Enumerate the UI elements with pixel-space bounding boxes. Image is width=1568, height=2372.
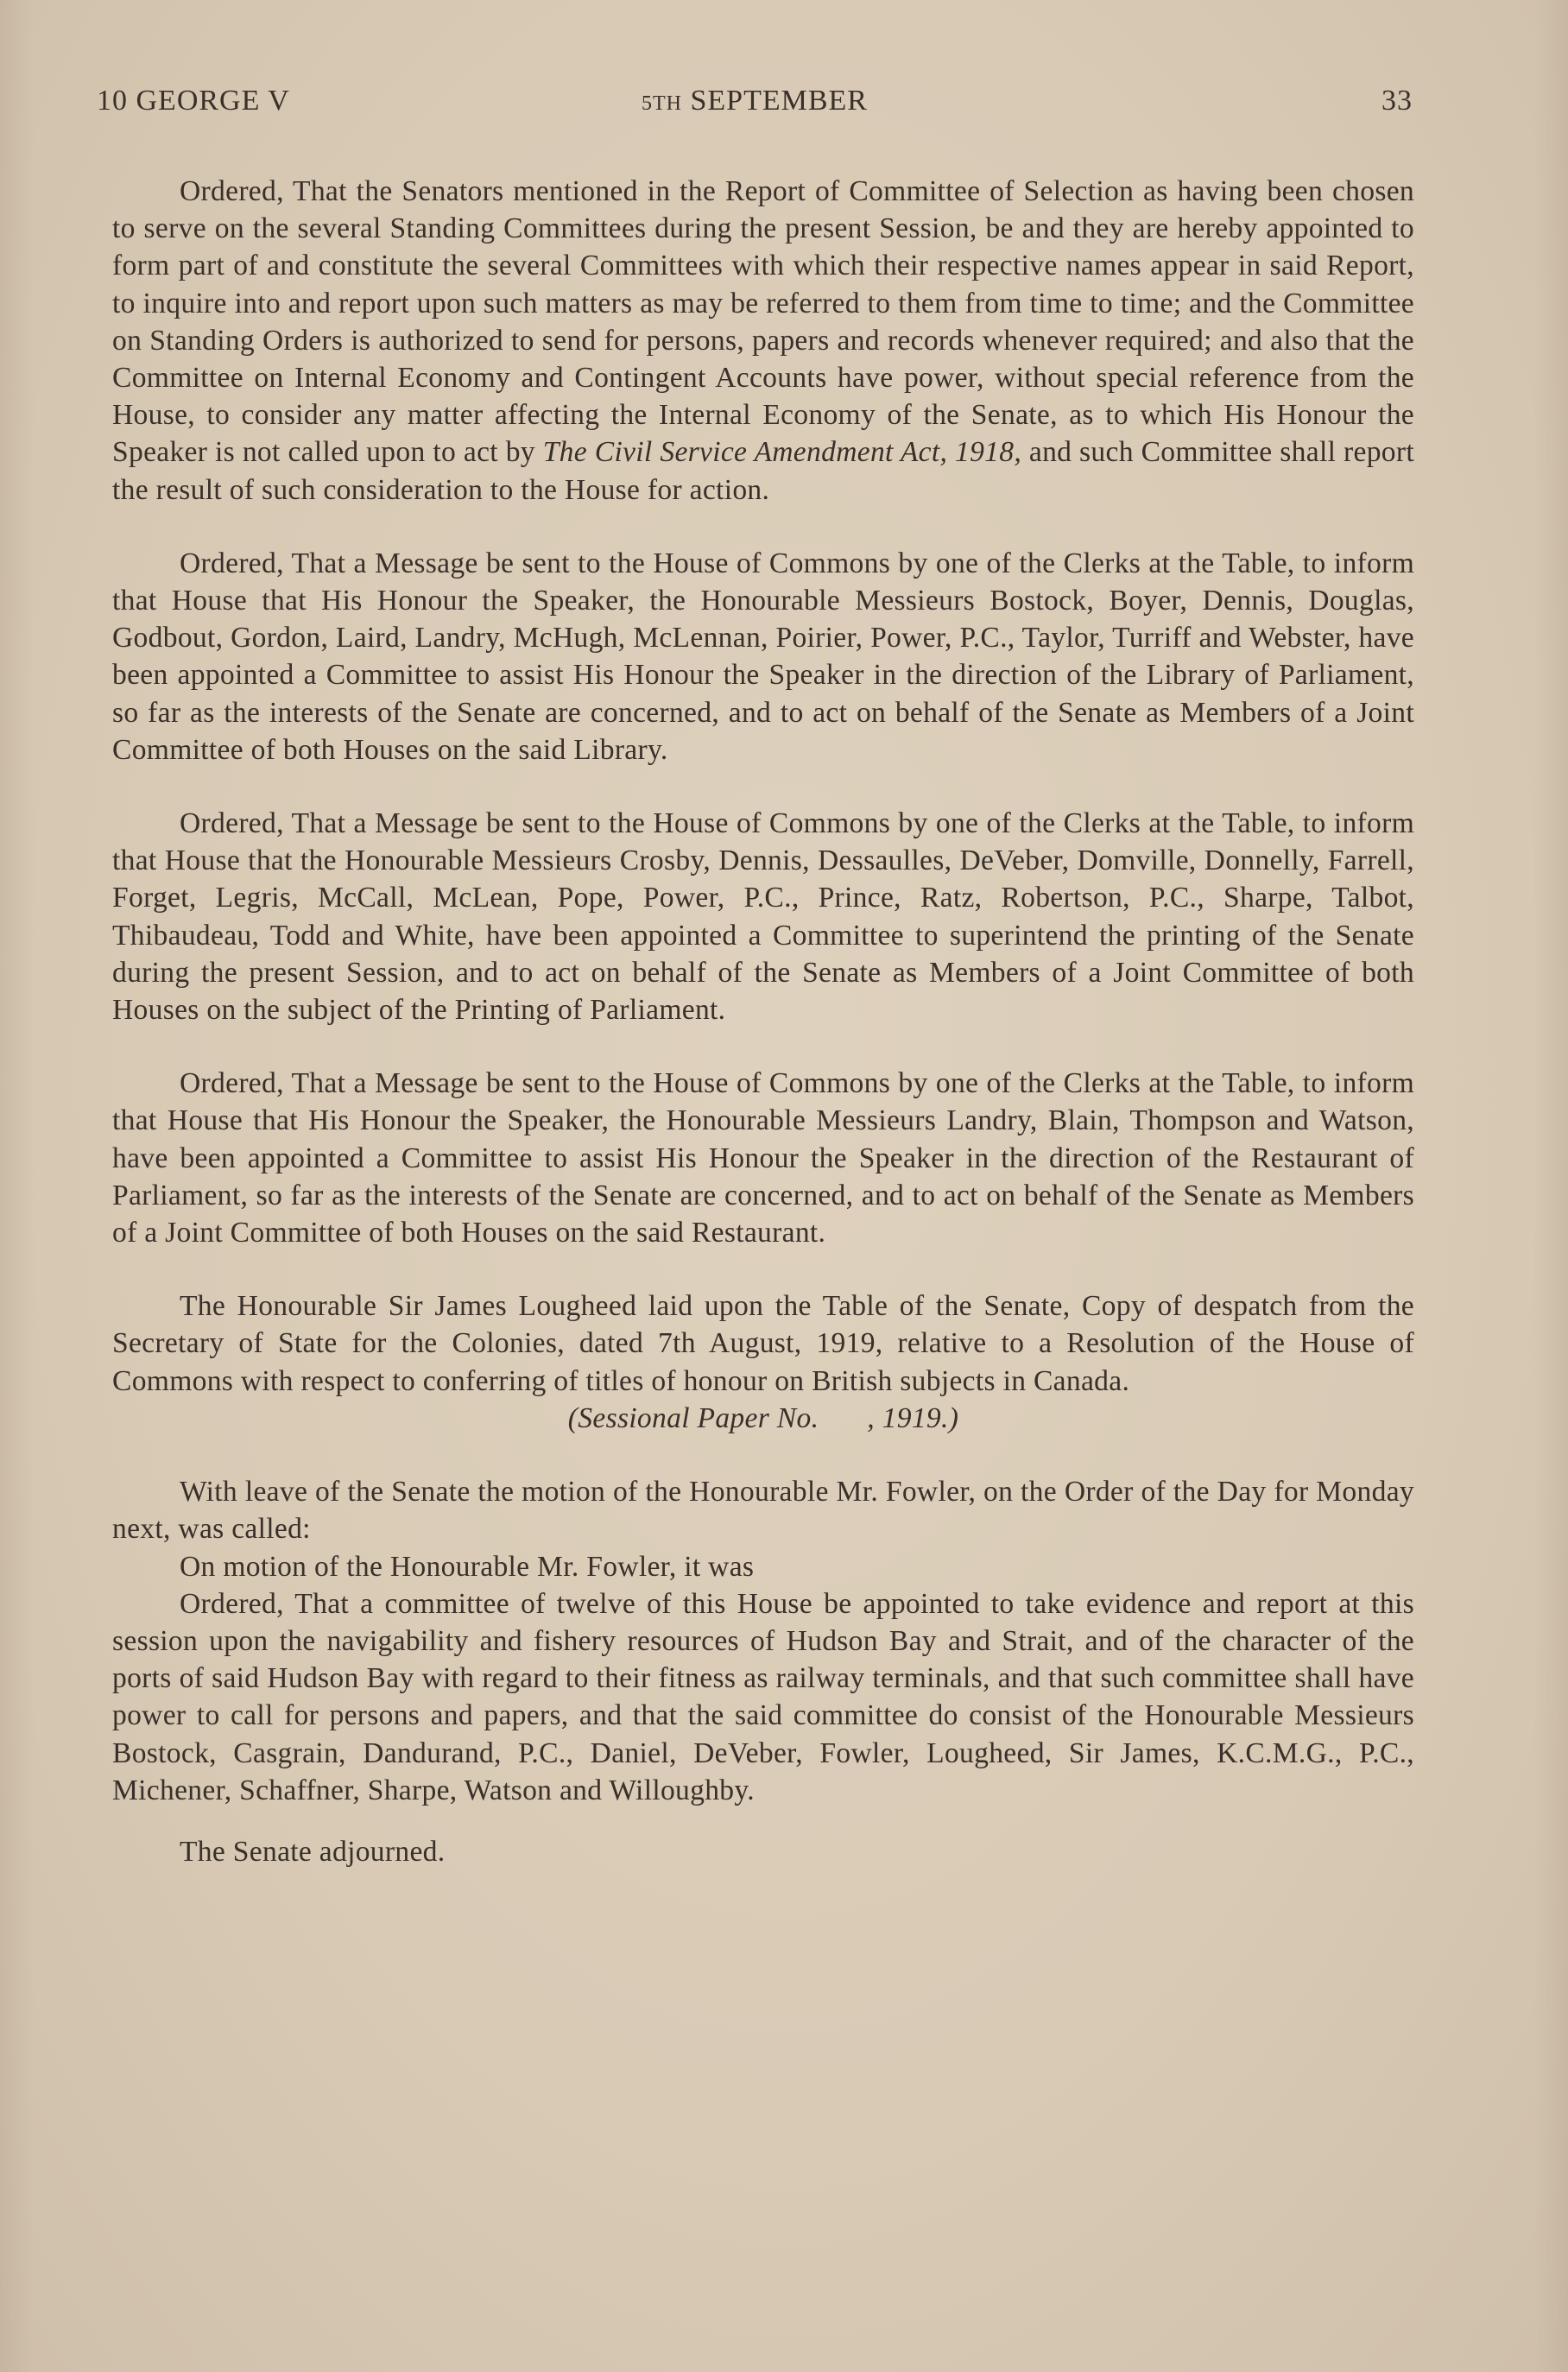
header-date xyxy=(97,85,1413,117)
page-number: 33 xyxy=(1381,85,1413,117)
paragraph-adjournment: The Senate adjourned. xyxy=(180,1835,446,1868)
header-month: SEPTEMBER xyxy=(690,85,868,117)
paragraph-restaurant-committee: Ordered, That a Message be sent to the House of Commons by one of the Clerks at the Table, to inform that House that His Honour the Speaker, the Honourable Messieurs Landry, Blain, Thompson and Watson, have been appointed a Committee to assist His Honour the Speaker in the direction of the Restaurant of Parliament, so far as the interests of the Senate are concerned, and to act on behalf of the Senate as Members of a Joint Committee of both Houses on the said Restaurant. xyxy=(112,1067,1414,1249)
journal-body xyxy=(112,173,1414,1870)
paragraph-committee-selection xyxy=(112,173,1414,509)
paragraph-motion-called: With leave of the Senate the motion of the Honourable Mr. Fowler, on the Order of the Day for Monday next, was called: xyxy=(112,1476,1414,1546)
sessional-paper-label: (Sessional Paper No. xyxy=(567,1401,819,1434)
paragraph-text-end: and such Committee shall report the result of such consideration to the House for action. xyxy=(112,436,1414,506)
paragraph-hudson-bay-committee: Ordered, That a committee of twelve of this House be appointed to take evidence and report at this session upon the navigability and fishery resources of Hudson Bay and Strait, and of the character of the ports of said Hudson Bay with regard to their fitness as railway terminals, and that such committee shall have power to call for persons and papers, and that the said committee do consist of the Honourable Messieurs Bostock, Casgrain, Dandurand, P.C., Daniel, DeVeber, Fowler, Lougheed, Sir James, K.C.M.G., P.C., Michener, Schaffner, Sharpe, Watson and Willoughby. xyxy=(112,1587,1414,1806)
running-head xyxy=(97,85,1413,128)
act-title: The Civil Service Amendment Act, 1918, xyxy=(542,436,1022,469)
header-regnal-year: 10 GEORGE V xyxy=(97,85,290,117)
sessional-paper-year: , 1919.) xyxy=(867,1401,959,1434)
paragraph-library-committee: Ordered, That a Message be sent to the House of Commons by one of the Clerks at the Table, to inform that House that His Honour the Speaker, the Honourable Messieurs Bostock, Boyer, Dennis, Douglas, Godbout, Gordon, Laird, Landry, McHugh, McLennan, Poirier, Power, P.C., Taylor, Turriff and Webster, have been appointed a Committee to assist His Honour the Speaker in the direction of the Library of Parliament, so far as the interests of the Senate are concerned, and to act on behalf of the Senate as Members of a Joint Committee of both Houses on the said Library. xyxy=(112,547,1414,766)
paragraph-printing-committee: Ordered, That a Message be sent to the House of Commons by one of the Clerks at the Table, to inform that House that the Honourable Messieurs Crosby, Dennis, Dessaulles, DeVeber, Domville, Donnelly, Farrell, Forget, Legris, McCall, McLean, Pope, Power, P.C., Prince, Ratz, Robertson, P.C., Sharpe, Talbot, Thibaudeau, Todd and White, have been appointed a Committee to superintend the printing of the Senate during the present Session, and to act on behalf of the Senate as Members of a Joint Committee of both Houses on the subject of the Printing of Parliament. xyxy=(112,807,1414,1027)
header-ordinal: 5TH xyxy=(642,92,682,115)
paragraph-on-motion: On motion of the Honourable Mr. Fowler, it was xyxy=(180,1550,755,1583)
sessional-paper-reference xyxy=(112,1400,1414,1437)
paragraph-text: Ordered, That the Senators mentioned in the Report of Committee of Selection as having been chosen to serve on the several Standing Committees during the present Session, be and they are hereby appointed to form part of and constitute the several Committees with which their respective names appear in said Report, to inquire into and report upon such matters as may be referred to them from time to time; and the Committee on Standing Orders is authorized to send for persons, papers and records whenever required; and also that the Committee on Internal Economy and Contingent Accounts have power, without special reference from the House, to consider any matter affecting the Internal Economy of the Senate, as to which His Honour the Speaker is not called upon to act by xyxy=(112,175,1414,469)
paragraph-despatch: The Honourable Sir James Lougheed laid upon the Table of the Senate, Copy of despatch from the Secretary of State for the Colonies, dated 7th August, 1919, relative to a Resolution of the House of Commons with respect to conferring of titles of honour on British subjects in Canada. xyxy=(112,1290,1414,1397)
